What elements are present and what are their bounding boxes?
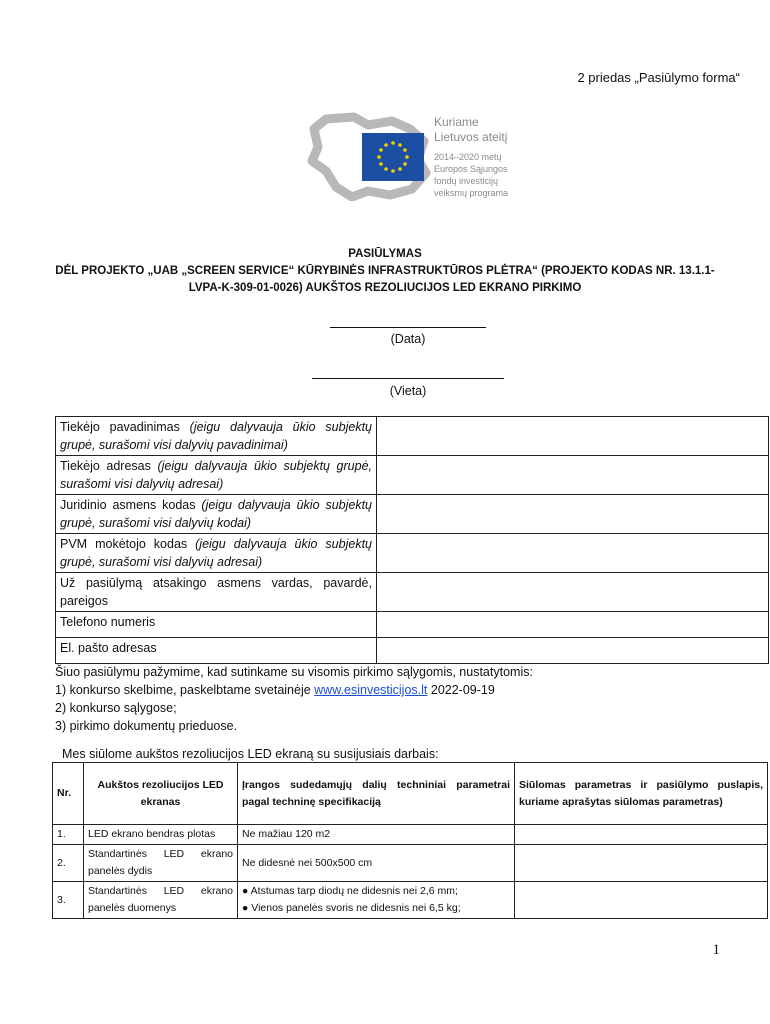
- info-row-label: [56, 417, 377, 456]
- info-row: [56, 495, 769, 534]
- specification-table: [52, 762, 768, 919]
- info-row: [56, 573, 769, 612]
- spec-param-line: Ne didesnė nei 500x500 cm: [242, 856, 373, 869]
- eu-funds-logo: [306, 111, 516, 201]
- spec-row: [53, 845, 768, 882]
- statement-line4: 3) pirkimo dokumentų prieduose.: [55, 719, 238, 733]
- logo-line2: Lietuvos ateitį: [434, 130, 508, 144]
- spec-row: [53, 882, 768, 919]
- annex-label: 2 priedas „Pasiūlymo forma“: [577, 70, 740, 85]
- spec-row-nr: 1.: [53, 825, 84, 845]
- info-row-value-field[interactable]: [377, 456, 769, 495]
- supplier-info-table: [55, 416, 769, 664]
- info-row-label: [56, 638, 377, 664]
- spec-row-params: [238, 845, 515, 882]
- spec-row-item: Standartinės LED ekrano panelės dydis: [84, 845, 238, 882]
- info-label-text: PVM mokėtojo kodas: [60, 537, 196, 551]
- info-label-text: Tiekėjo adresas: [60, 459, 158, 473]
- spec-row: [53, 825, 768, 845]
- info-row-label: [56, 612, 377, 638]
- info-row: [56, 417, 769, 456]
- date-line: [330, 327, 486, 328]
- title-line2: DĖL PROJEKTO „UAB „SCREEN SERVICE“ KŪRYBINĖS INFRASTRUKTŪROS PLĖTRA“ (PROJEKTO KODAS NR. 13.1.1-: [55, 265, 715, 277]
- spec-param-line: Ne mažiau 120 m2: [242, 828, 331, 840]
- info-label-note: (jeigu dalyvauja ūkio subjektų grupė, surašomi visi dalyvių pavadinimai): [60, 420, 372, 452]
- title-line3: LVPA-K-309-01-0026) AUKŠTOS REZOLIUCIJOS LED EKRANO PIRKIMO: [188, 282, 582, 294]
- spec-param-line: ● Vienos panelės svoris ne didesnis nei 6,5 kg;: [242, 902, 461, 914]
- info-row-label: [56, 573, 377, 612]
- info-label-text: Tiekėjo pavadinimas: [60, 420, 190, 434]
- header-item: Aukštos rezoliucijos LED ekranas: [84, 763, 238, 825]
- statement-line2: [55, 681, 533, 699]
- info-label-note: (jeigu dalyvauja ūkio subjektų grupė, surašomi visi dalyvių adresai): [60, 537, 372, 569]
- info-label-note: (jeigu dalyvauja ūkio subjektų grupė, surašomi visi dalyvių adresai): [60, 459, 373, 491]
- info-row-value-field[interactable]: [377, 612, 769, 638]
- info-label-text: El. pašto adresas: [60, 641, 157, 655]
- spec-row-item: LED ekrano bendras plotas: [84, 825, 238, 845]
- place-label: (Vieta): [389, 384, 427, 398]
- info-label-note: (jeigu dalyvauja ūkio subjektų grupė, surašomi visi dalyvių kodai): [60, 498, 372, 530]
- spec-param-line: ● Atstumas tarp diodų ne didesnis nei 2,6 mm;: [242, 885, 458, 897]
- logo-line1: Kuriame: [434, 115, 479, 129]
- date-label: (Data): [390, 332, 426, 346]
- logo-line3: 2014–2020 metų: [434, 152, 502, 162]
- info-row-value-field[interactable]: [377, 495, 769, 534]
- info-row-label: [56, 534, 377, 573]
- info-row-value-field[interactable]: [377, 534, 769, 573]
- spec-row-nr: 2.: [53, 845, 84, 882]
- statement-line1: Šiuo pasiūlymu pažymime, kad sutinkame su visomis pirkimo sąlygomis, nustatytomis:: [55, 665, 533, 679]
- page-number: 1: [712, 942, 720, 958]
- statement-line3: 2) konkurso sąlygose;: [55, 701, 177, 715]
- info-label-text: Telefono numeris: [60, 615, 156, 629]
- statement-line2-text: 1) konkurso skelbime, paskelbtame svetainėje: [55, 683, 315, 697]
- logo-line6: veiksmų programa: [434, 188, 509, 198]
- info-label-text: Juridinio asmens kodas: [60, 498, 202, 512]
- info-row-label: [56, 456, 377, 495]
- info-row: [56, 456, 769, 495]
- spec-row-item: Standartinės LED ekrano panelės duomenys: [84, 882, 238, 919]
- spec-row-offered-field[interactable]: [515, 825, 768, 845]
- esinvesticijos-link[interactable]: www.esinvesticijos.lt: [314, 683, 428, 697]
- logo-line4: Europos Sąjungos: [434, 164, 508, 174]
- info-row: [56, 534, 769, 573]
- spec-row-offered-field[interactable]: [515, 882, 768, 919]
- document-title: [40, 246, 730, 297]
- spec-row-nr: 3.: [53, 882, 84, 919]
- spec-row-offered-field[interactable]: [515, 845, 768, 882]
- title-line1: PASIŪLYMAS: [348, 248, 422, 260]
- info-row-value-field[interactable]: [377, 638, 769, 664]
- header-offered: Siūlomas parametras ir pasiūlymo puslapis, kuriame aprašytas siūlomas parametras): [515, 763, 768, 825]
- info-row: [56, 638, 769, 664]
- agreement-statement: [55, 663, 533, 735]
- offer-intro: Mes siūlome aukštos rezoliucijos LED ekraną su susijusiais darbais:: [62, 747, 439, 761]
- info-label-text: Už pasiūlymą atsakingo asmens vardas, pavardė, pareigos: [60, 576, 372, 608]
- info-row: [56, 612, 769, 638]
- place-line: [312, 378, 504, 379]
- spec-row-params: [238, 825, 515, 845]
- info-row-value-field[interactable]: [377, 573, 769, 612]
- info-row-value-field[interactable]: [377, 417, 769, 456]
- info-row-label: [56, 495, 377, 534]
- statement-line2-date: 2022-09-19: [427, 683, 495, 697]
- header-nr: Nr.: [53, 763, 84, 825]
- logo-line5: fondų investicijų: [434, 176, 499, 186]
- spec-row-params: [238, 882, 515, 919]
- eu-flag-icon: [362, 133, 424, 181]
- header-params: Įrangos sudedamųjų dalių techniniai parametrai pagal techninę specifikaciją: [238, 763, 515, 825]
